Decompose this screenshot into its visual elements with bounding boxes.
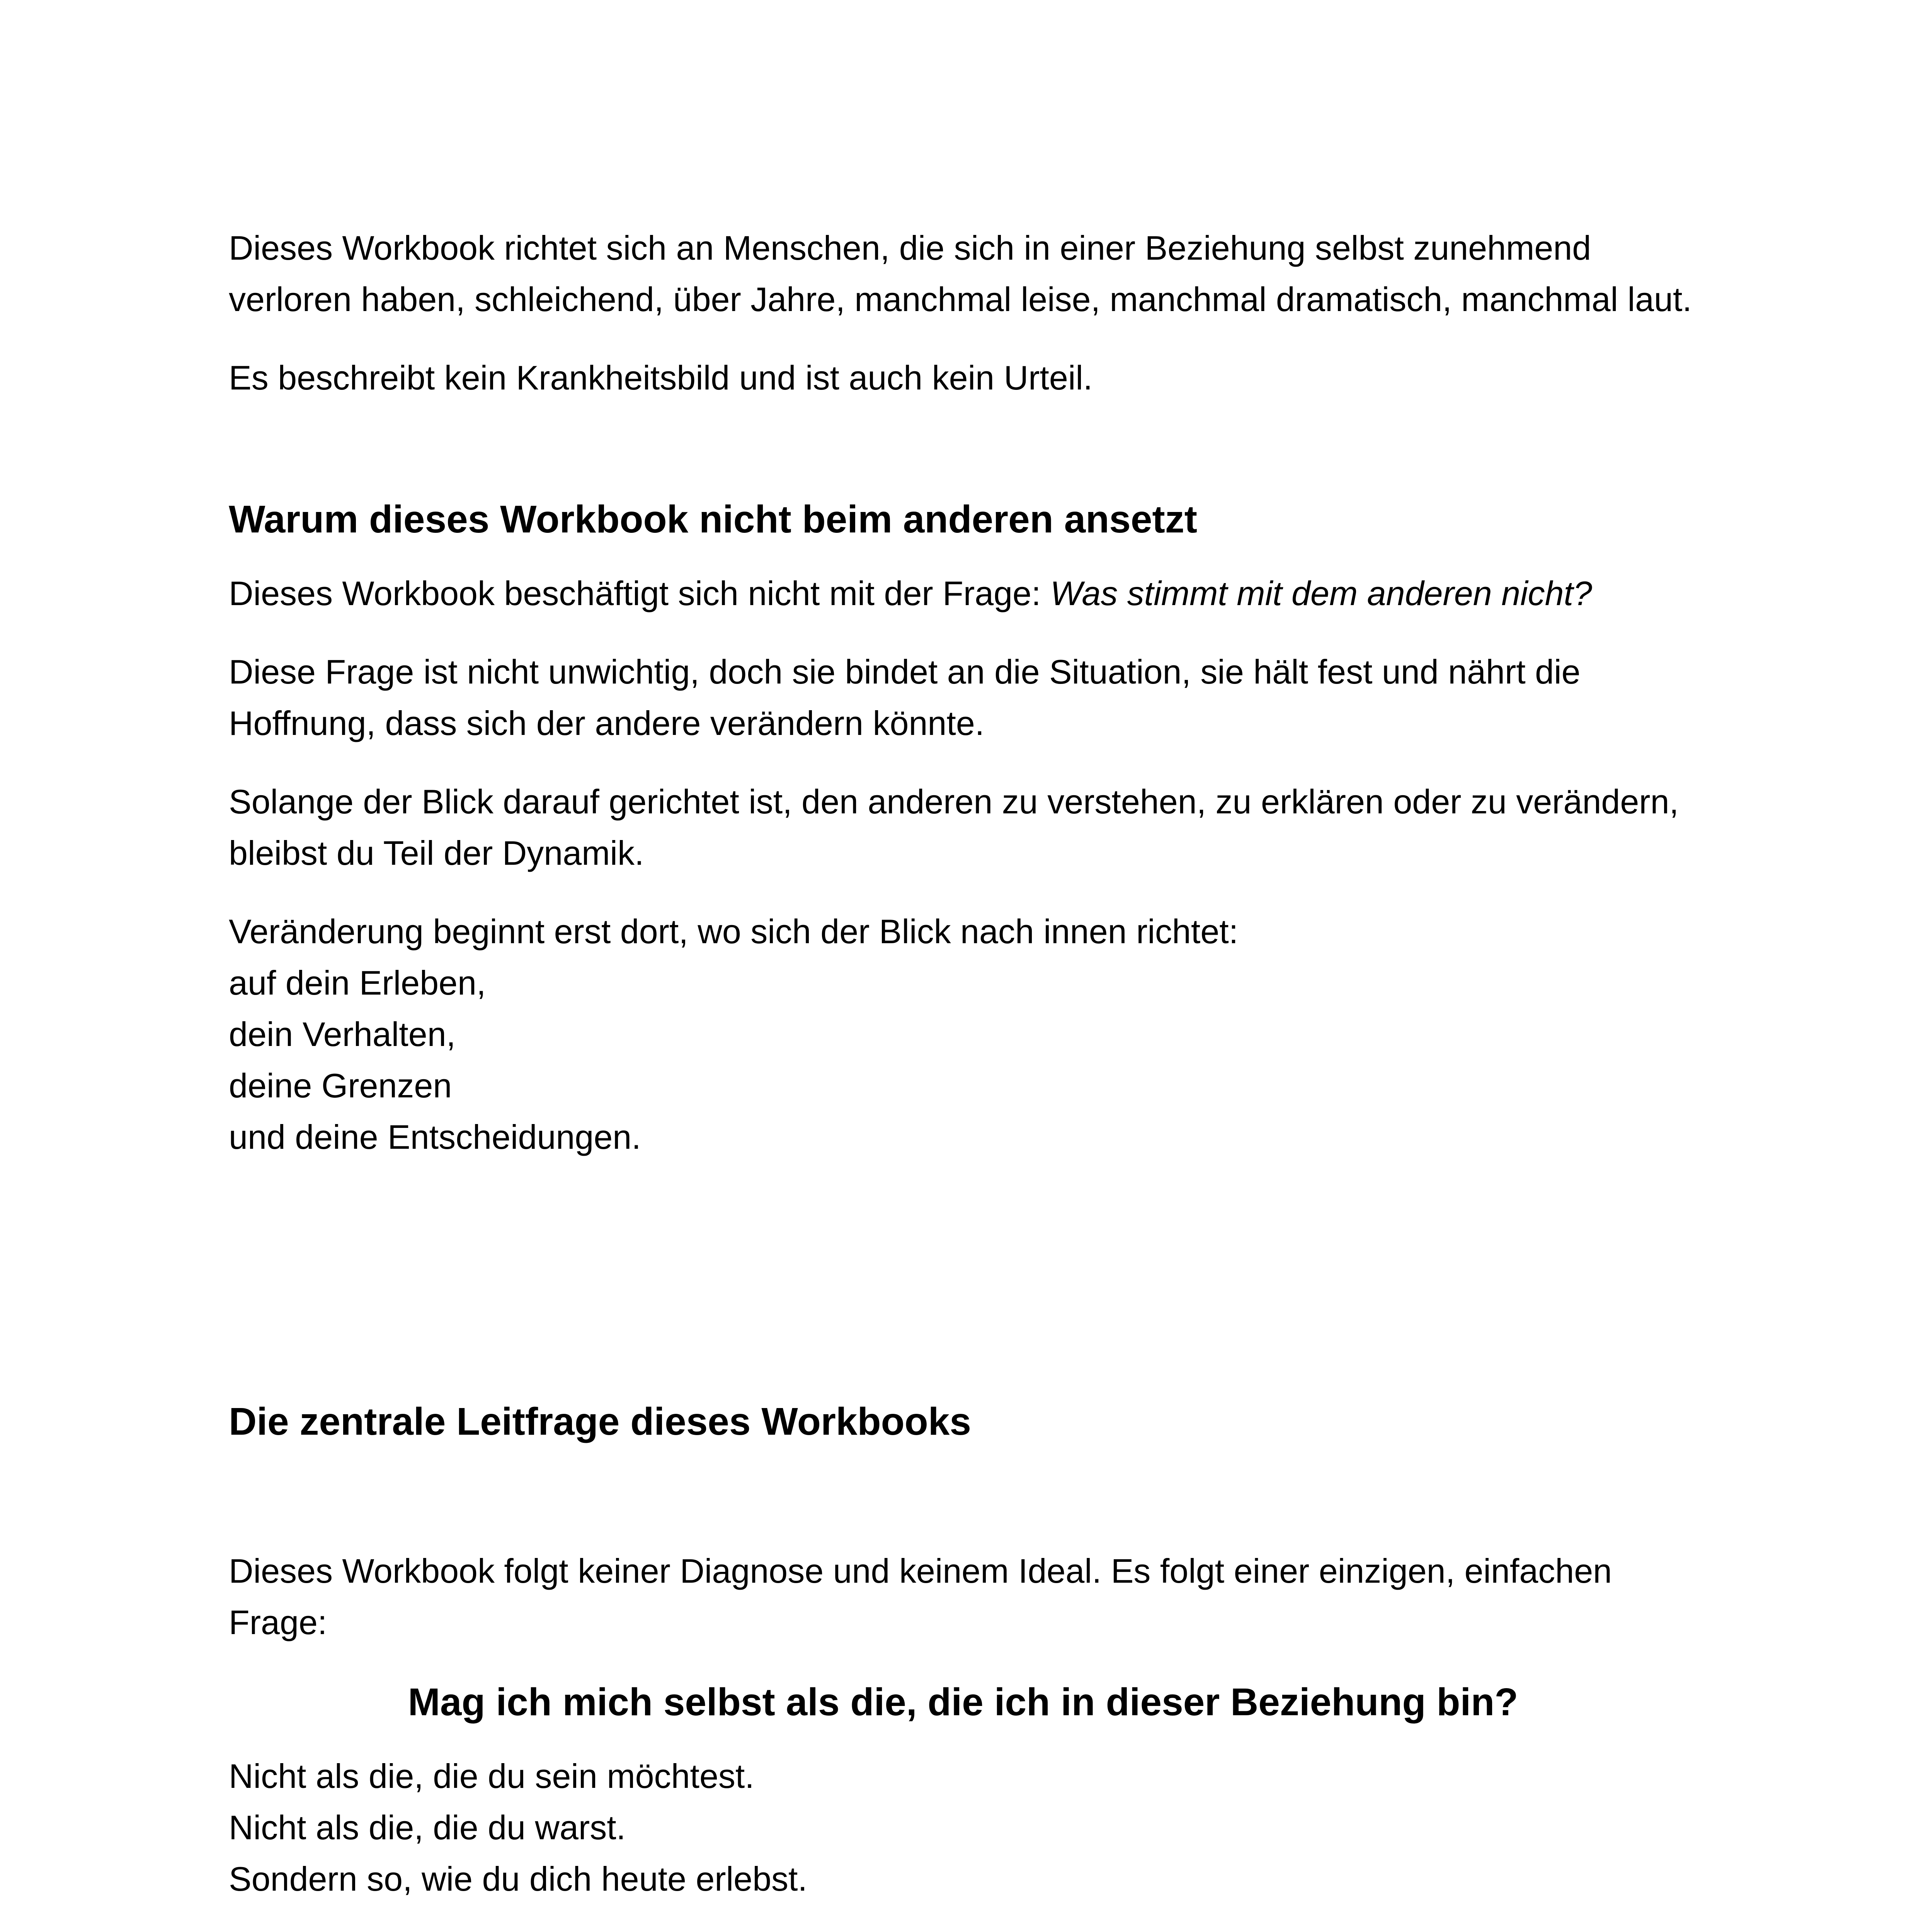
body-line: Nicht als die, die du sein möchtest. (229, 1757, 754, 1795)
body-text: Dieses Workbook beschäftigt sich nicht mit der Frage: (229, 574, 1050, 612)
body-paragraph: Solange der Blick darauf gerichtet ist, den anderen zu verstehen, zu erklären oder zu verändern, bleibst du Teil der Dynamik. (229, 782, 1679, 872)
intro-paragraph: Dieses Workbook richtet sich an Menschen, die sich in einer Beziehung selbst zunehmend verloren haben, schleichend, über Jahre, manchmal leise, manchmal dramatisch, manchmal laut. (229, 229, 1692, 318)
body-paragraph (229, 1750, 1697, 1905)
body-line: auf dein Erleben, (229, 964, 486, 1002)
page-content (229, 222, 1697, 1932)
section-heading: Die zentrale Leitfrage dieses Workbooks (229, 1400, 971, 1443)
body-paragraph: Dieses Workbook folgt keiner Diagnose und keinem Ideal. Es folgt einer einzigen, einfachen Frage: (229, 1552, 1612, 1641)
body-paragraph (229, 906, 1697, 1163)
central-question: Mag ich mich selbst als die, die ich in dieser Beziehung bin? (408, 1680, 1518, 1724)
body-line: Sondern so, wie du dich heute erlebst. (229, 1860, 807, 1898)
body-line: und deine Entscheidungen. (229, 1118, 641, 1156)
body-line: dein Verhalten, (229, 1015, 456, 1053)
body-paragraph (229, 568, 1697, 619)
body-line: deine Grenzen (229, 1066, 452, 1105)
body-line: Nicht als die, die du warst. (229, 1808, 626, 1847)
section-heading: Warum dieses Workbook nicht beim anderen ansetzt (229, 498, 1198, 541)
body-paragraph: Diese Frage ist nicht unwichtig, doch sie bindet an die Situation, sie hält fest und nährt die Hoffnung, dass sich der andere verändern könnte. (229, 653, 1581, 742)
body-line: Veränderung beginnt erst dort, wo sich der Blick nach innen richtet: (229, 912, 1239, 951)
intro-paragraph: Es beschreibt kein Krankheitsbild und ist auch kein Urteil. (229, 359, 1093, 397)
italic-question: Was stimmt mit dem anderen nicht? (1050, 574, 1592, 612)
